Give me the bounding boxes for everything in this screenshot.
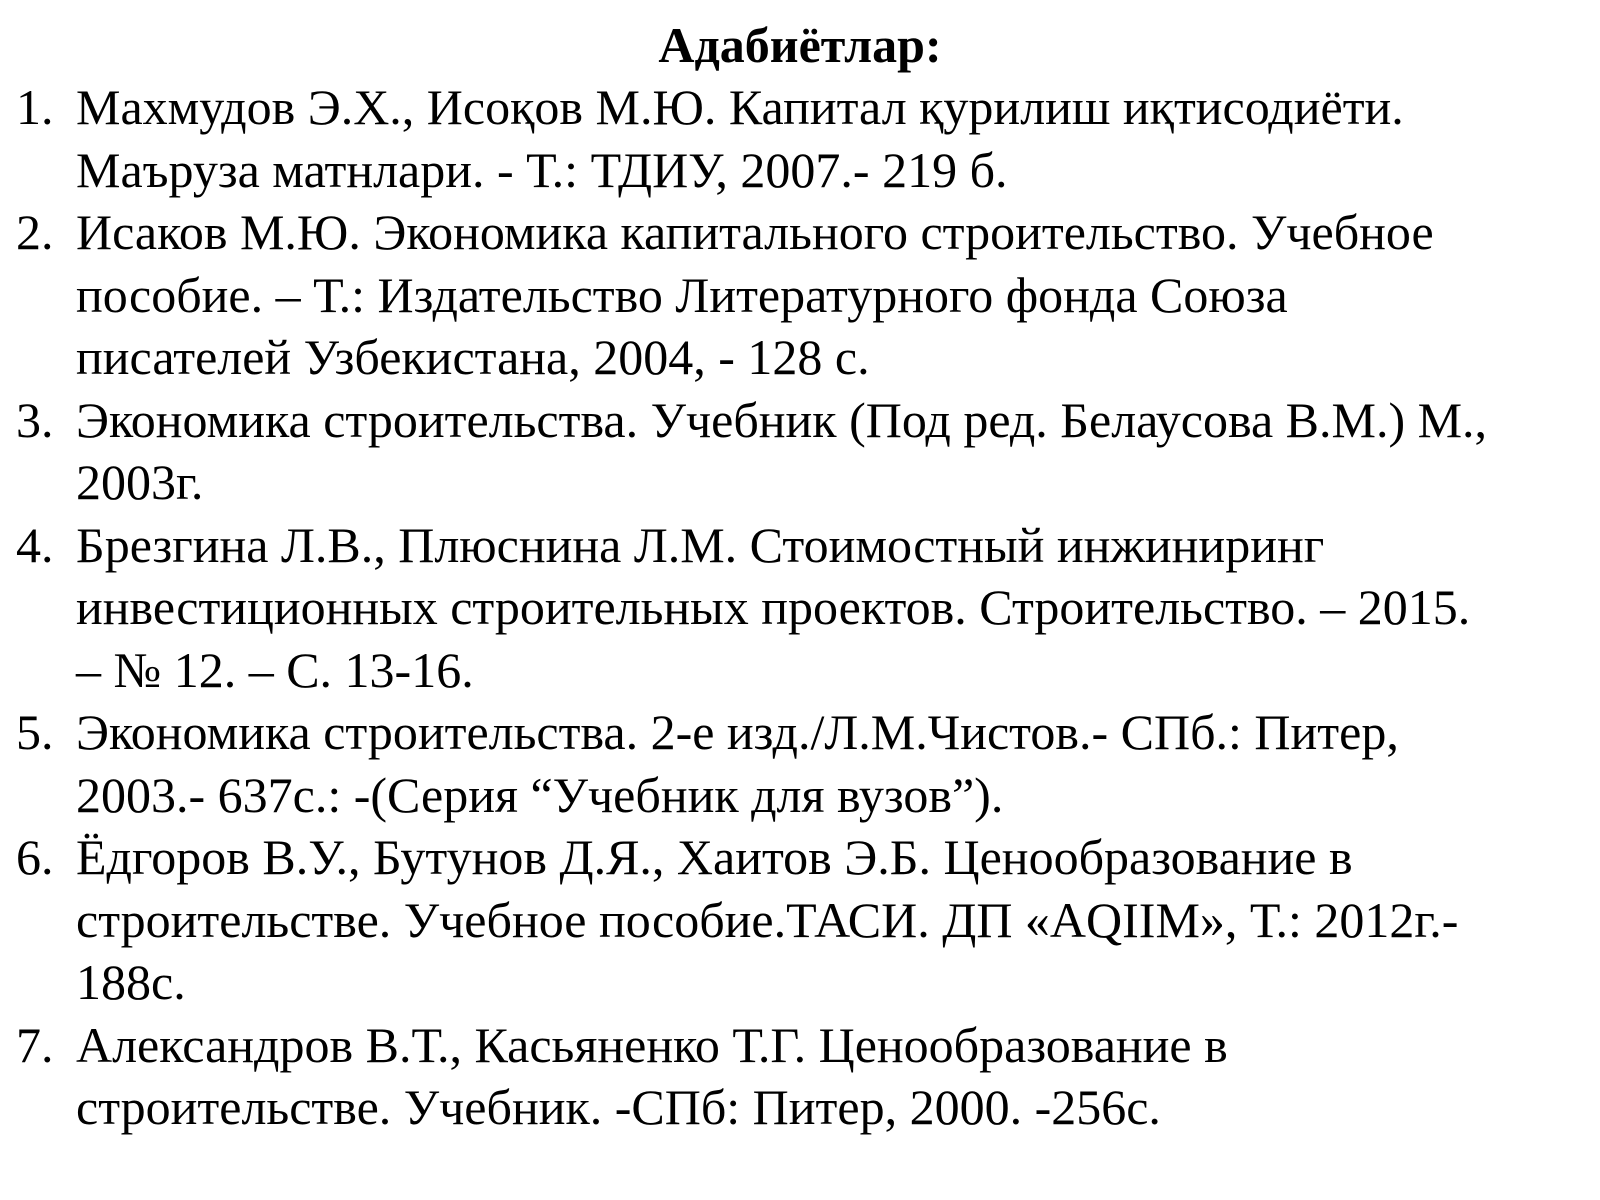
- reference-number: 6.: [16, 829, 54, 885]
- reference-number: 4.: [16, 516, 54, 573]
- reference-item: [0, 76, 1600, 201]
- reference-text-line: – № 12. – С. 13-16.: [76, 641, 474, 698]
- reference-number: 1.: [16, 79, 54, 135]
- reference-text-line: Александров В.Т., Касьяненко Т.Г. Ценообразование в: [76, 1016, 1228, 1073]
- reference-text-line: строительстве. Учебное пособие.ТАСИ. ДП «AQIIM», Т.: 2012г.-: [76, 891, 1459, 948]
- reference-text-line: инвестиционных строительных проектов. Строительство. – 2015.: [76, 579, 1471, 635]
- reference-text-line: 2003г.: [76, 454, 204, 510]
- reference-text-line: Исаков М.Ю. Экономика капитального строительство. Учебное: [76, 204, 1434, 260]
- page-title: Адабиётлар:: [658, 17, 942, 73]
- reference-number: 5.: [16, 704, 54, 760]
- reference-item: [0, 701, 1600, 826]
- reference-text-line: Ёдгоров В.У., Бутунов Д.Я., Хаитов Э.Б. Ценообразование в: [76, 829, 1353, 885]
- reference-number: 3.: [16, 391, 54, 448]
- reference-item: [0, 1014, 1600, 1139]
- reference-item: [0, 826, 1600, 1014]
- reference-list: [0, 76, 1600, 1139]
- reference-text-line: Экономика строительства. Учебник (Под ред. Белаусова В.М.) М.,: [76, 391, 1488, 448]
- reference-text-line: Брезгина Л.В., Плюснина Л.М. Стоимостный инжиниринг: [76, 516, 1325, 573]
- reference-item: [0, 514, 1600, 702]
- reference-text-line: Маъруза матнлари. - Т.: ТДИУ, 2007.- 219 б.: [76, 141, 1008, 198]
- reference-number: 7.: [16, 1016, 54, 1073]
- reference-text-line: пособие. – Т.: Издательство Литературного фонда Союза: [76, 266, 1288, 323]
- reference-text-line: Махмудов Э.Х., Исоқов М.Ю. Капитал қурилиш иқтисодиёти.: [76, 79, 1404, 135]
- reference-item: [0, 389, 1600, 514]
- reference-item: [0, 201, 1600, 389]
- reference-number: 2.: [16, 204, 54, 260]
- reference-text-line: Экономика строительства. 2-е изд./Л.М.Чистов.- СПб.: Питер,: [76, 704, 1399, 760]
- reference-text-line: 188с.: [76, 954, 186, 1010]
- reference-text-line: писателей Узбекистана, 2004, - 128 с.: [76, 329, 870, 385]
- reference-text-line: 2003.- 637с.: -(Серия “Учебник для вузов”).: [76, 766, 1004, 823]
- reference-text-line: строительстве. Учебник. -СПб: Питер, 2000. -256с.: [76, 1079, 1161, 1135]
